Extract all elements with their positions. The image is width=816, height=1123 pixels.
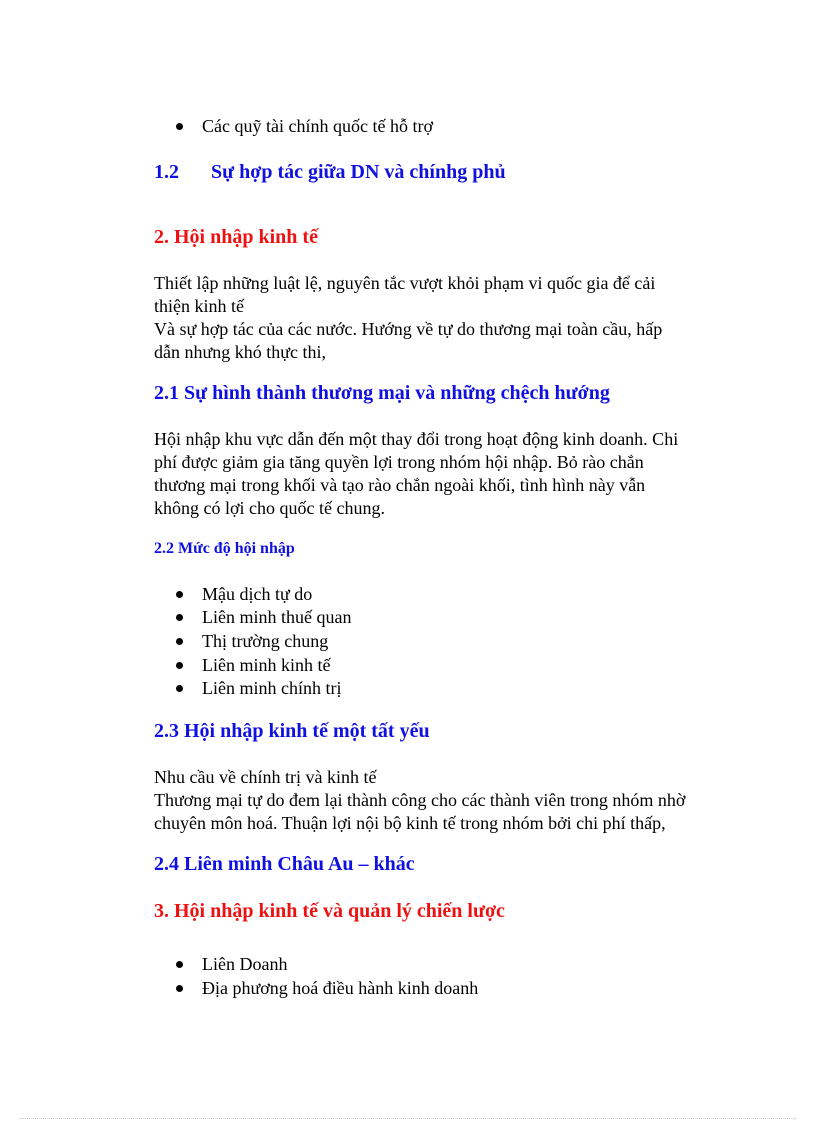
bullet-icon	[176, 685, 183, 692]
paragraph-line: Nhu cầu về chính trị và kinh tế	[154, 767, 377, 787]
bullet-icon	[176, 614, 183, 621]
bullet-icon	[176, 591, 183, 598]
section-heading-3: 3. Hội nhập kinh tế và quản lý chiến lược	[154, 900, 505, 922]
list-item-text: Liên minh chính trị	[202, 678, 342, 698]
section-heading-2-1: 2.1 Sự hình thành thương mại và những chệch hướng	[154, 382, 610, 404]
section-heading-2-4: 2.4 Liên minh Châu Au – khác	[154, 853, 415, 875]
paragraph-line: chuyên môn hoá. Thuận lợi nội bộ kinh tế trong nhóm bởi chi phí thấp,	[154, 813, 666, 833]
list-item-text: Liên minh thuế quan	[202, 607, 352, 627]
list-item-text: Mậu dịch tự do	[202, 584, 313, 604]
bullet-icon	[176, 638, 183, 645]
paragraph-line: không có lợi cho quốc tế chung.	[154, 498, 385, 518]
bullet-icon	[176, 961, 183, 968]
paragraph-line: thiện kinh tế	[154, 296, 244, 316]
paragraph-line: phí được giảm gia tăng quyền lợi trong nhóm hội nhập. Bỏ rào chắn	[154, 452, 644, 472]
paragraph-line: dẫn nhưng khó thực thi,	[154, 342, 326, 362]
bullet-icon	[176, 123, 183, 130]
section-heading-2-2: 2.2 Mức độ hội nhập	[154, 540, 295, 557]
bullet-icon	[176, 985, 183, 992]
section-heading-2-3: 2.3 Hội nhập kinh tế một tất yếu	[154, 720, 430, 742]
list-item-text: Liên minh kinh tế	[202, 655, 331, 675]
section-title: Sự hợp tác giữa DN và chínhg phủ	[211, 161, 506, 183]
list-item-text: Liên Doanh	[202, 954, 288, 974]
section-number: 1.2	[154, 161, 179, 183]
paragraph-line: Thiết lập những luật lệ, nguyên tắc vượt khỏi phạm vi quốc gia để cải	[154, 273, 656, 293]
section-heading-2: 2. Hội nhập kinh tế	[154, 226, 318, 248]
bullet-icon	[176, 662, 183, 669]
page-footer-divider	[20, 1118, 796, 1119]
paragraph-line: Và sự hợp tác của các nước. Hướng về tự do thương mại toàn cầu, hấp	[154, 319, 663, 339]
list-item-text: Địa phương hoá điều hành kinh doanh	[202, 978, 479, 998]
paragraph-line: Thương mại tự do đem lại thành công cho các thành viên trong nhóm nhờ	[154, 790, 686, 810]
paragraph-line: Hội nhập khu vực dẫn đến một thay đổi trong hoạt động kinh doanh. Chi	[154, 429, 679, 449]
list-item-text: Các quỹ tài chính quốc tế hỗ trợ	[202, 116, 433, 136]
paragraph-line: thương mại trong khối và tạo rào chắn ngoài khối, tình hình này vẫn	[154, 475, 646, 495]
list-item-text: Thị trường chung	[202, 631, 329, 651]
section-heading-1-2	[154, 161, 506, 184]
